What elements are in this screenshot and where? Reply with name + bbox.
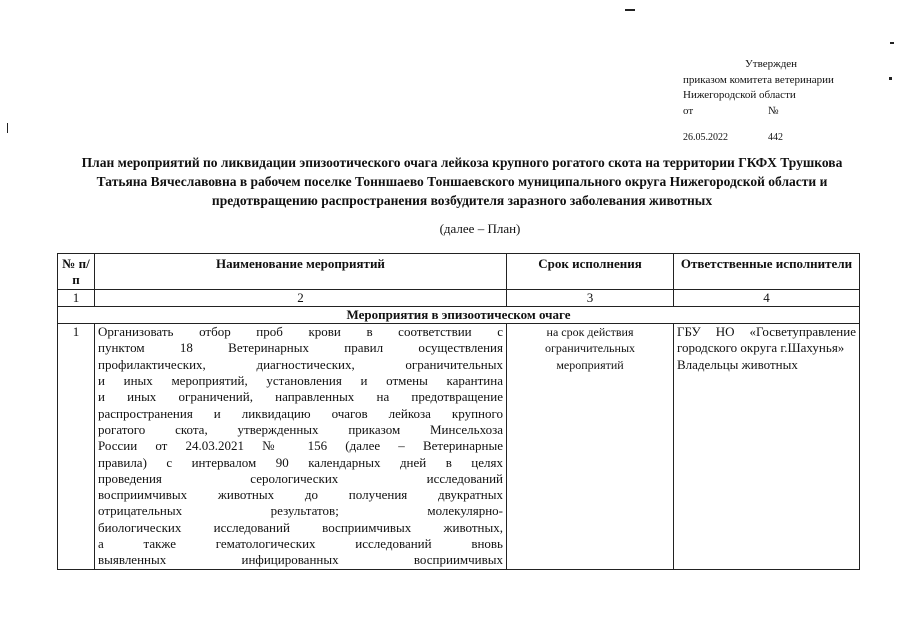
description-line: Организовать отбор проб крови в соответствии с [98,324,503,340]
description-line: пунктом 18 Ветеринарных правил осуществления [98,340,503,356]
description-line: и иных ограничений, направленных на предотвращение [98,389,503,405]
description-line: а также гематологических исследований вновь [98,536,503,552]
approved-label: Утвержден [745,58,798,70]
scan-mark [889,77,892,80]
responsible-owners: Владельцы животных [677,356,798,372]
section-row [58,306,860,323]
column-number-row [58,289,860,306]
description-line: отрицательных результатов; молекулярно- [98,503,503,519]
scan-mark [890,42,894,44]
approval-date: 26.05.2022 [683,132,728,143]
scan-mark [7,123,8,133]
section-title: Мероприятия в эпизоотическом очаге [58,306,860,323]
measure-responsible [674,324,860,569]
description-line: профилактических, диагностических, ограничительных [98,356,503,372]
row-number: 1 [58,324,95,569]
description-line: правила) с интервалом 90 календарных дней в целях [98,454,503,470]
plan-table [57,253,860,570]
description-line: выявленных инфицированных восприимчивых [98,552,503,568]
description-line: биологических исследований восприимчивых животных, [98,519,503,535]
header-resp: Ответственные исполнители [674,254,860,290]
column-number: 4 [674,289,860,306]
approval-number: 442 [768,132,783,143]
responsible-org: ГБУ НО «Госветуправление городского округа г.Шахунья» [677,324,856,356]
description-line: рогатого скота, утвержденных приказом Минсельхоза [98,421,503,437]
header-row [58,254,860,290]
approval-date-row [683,130,834,146]
approved-order: приказом комитета ветеринарии [683,73,834,86]
approved-committee: Нижегородской области [683,89,796,101]
column-number: 3 [507,289,674,306]
description-line: распространения и ликвидацию очагов лейкоза крупного [98,405,503,421]
measure-description [95,324,507,569]
document-title: План мероприятий по ликвидации эпизоотического очага лейкоза крупного рогатого скота на территории ГКФХ Трушкова Татьяна Вячеславовна в рабочем поселке Тонншаево Тоншаевского муниципального округа Нижегородской области и предотвращению распространения возбудителя заразного заболевания животных [81,155,843,208]
header-num: № п/п [58,254,95,290]
description-line: и иных мероприятий, установления и отмены карантина [98,373,503,389]
description-line: восприимчивых животных до получения двукратных [98,487,503,503]
column-number: 2 [95,289,507,306]
document-subtitle: (далее – План) [439,221,521,236]
table-row [58,324,860,569]
number-label: № [768,104,779,117]
from-label: от [683,104,694,117]
column-number: 1 [58,289,95,306]
header-term: Срок исполнения [507,254,674,290]
description-line: проведения серологических исследований [98,470,503,486]
header-name: Наименование мероприятий [95,254,507,290]
approval-from-row [683,104,834,120]
measure-term: на срок действия ограничительных мероприятий [507,324,674,569]
approval-block [683,57,834,146]
description-line: России от 24.03.2021 № 156 (далее – Ветеринарные [98,438,503,454]
scan-mark [625,9,635,11]
